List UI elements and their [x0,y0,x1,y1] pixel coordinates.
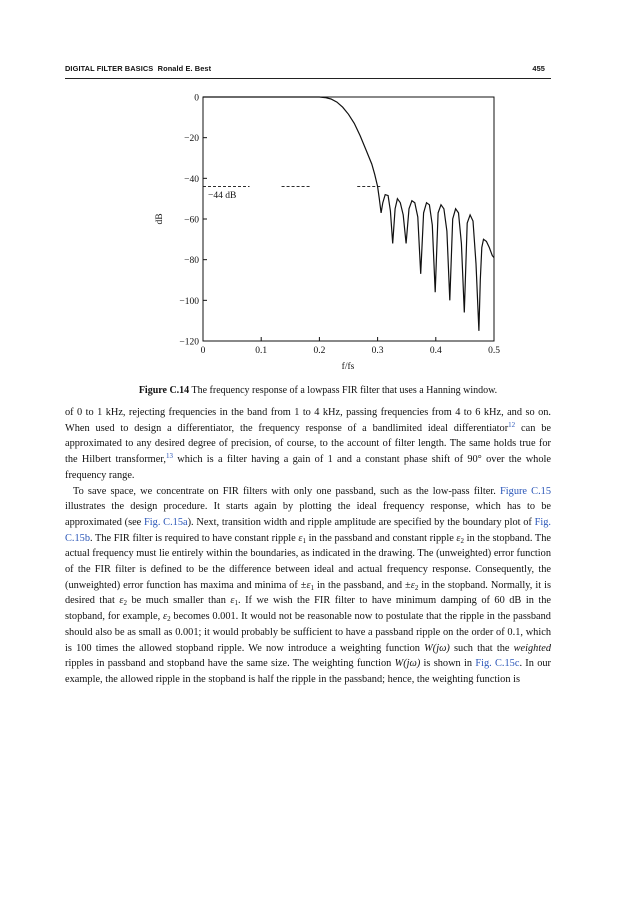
epsilon-symbol: ε [456,532,461,544]
x-tick-label: 0.5 [488,346,500,356]
text-run: in the passband and constant ripple [305,532,457,544]
reference-line-label: −44 dB [208,191,237,201]
epsilon-symbol: ε [163,611,168,623]
figure-link-c15b[interactable]: Fig. C.15b [65,516,552,544]
text-run: be much smaller than [126,595,231,607]
y-tick-label: −40 [184,174,199,185]
text-run: illustrates the design procedure. It starts again by plotting the ideal frequency response, which has to be approximated (see [65,501,551,528]
weighting-function-symbol: W(jω) [394,658,421,670]
x-tick-label: 0.3 [371,346,384,356]
text-run: in the stopband. The actual frequency must lie entirely within the boundaries, as indicated in the drawing. The (unweighted) error function of the FIR filter is defined to be the difference between ideal and actual frequency response. Consequently, the (unweighted) error function has maxima and minima of [65,532,551,591]
text-run: . In our example, the allowed ripple in the stopband is half the ripple in the passband; hence, the weighting function is [65,658,551,685]
figure-label: Figure C.14 [138,385,190,396]
subscript: 1 [234,599,238,608]
figure-caption [0,385,636,396]
footnote-ref-13[interactable]: 13 [165,452,173,461]
subscript: 1 [302,536,306,545]
footnote-ref-12[interactable]: 12 [508,420,516,429]
x-tick-label: 0.2 [313,346,326,356]
epsilon-symbol: ε [119,595,124,607]
frequency-response-chart [0,0,636,380]
y-axis-label: dB [155,213,165,225]
response-curve [203,97,494,331]
page-number: 455 [532,64,545,73]
body-text [65,405,551,688]
plus-minus-symbol: ± [405,579,411,591]
figure-caption-text: The frequency response of a lowpass FIR filter that uses a Hanning window. [189,385,498,396]
figure-link-c15a[interactable]: Fig. C.15a [144,516,188,528]
y-tick-label: −80 [184,256,199,267]
epsilon-symbol: ε [298,532,303,544]
text-run: ripples in passband and stopband have the same size. The weighting function [65,658,395,670]
subscript: 2 [414,583,419,592]
subscript: 2 [167,615,171,624]
subscript: 2 [460,536,464,545]
text-run: ). Next, transition width and ripple amplitude are specified by the boundary plot of [187,516,535,528]
epsilon-symbol: ε [410,579,415,591]
plus-minus-symbol: ± [300,579,307,591]
subscript: 2 [123,599,127,608]
x-axis [201,337,501,356]
text-run: in the stopband. Normally, it is desired that [65,579,551,607]
paragraph-1 [65,405,551,484]
x-tick-label: 0.1 [255,346,268,356]
y-tick-label: −100 [179,296,199,307]
text-run: in the passband, and [314,579,406,591]
text-run: To save space, we concentrate on FIR filters with only one passband, such as the low-pass filter. [73,485,501,497]
text-run: becomes 0.001. It would not be reasonable now to postulate that the ripple in the passband should also be as small as 0.001; it would probably be sufficient to have a passband ripple on the order of 0.1, which is 100 times the allowed stopband ripple. We now introduce a weighting function [65,611,551,654]
epsilon-symbol: ε [306,579,311,591]
emphasis: weighted [513,642,551,654]
x-tick-label: 0.4 [429,346,442,356]
x-axis-label: f/fs [341,362,355,372]
text-run: . The FIR filter is required to have constant ripple [90,532,299,544]
text-run: which is a filter having a gain of 1 and a constant phase shift of 90° over the whole frequency range. [65,454,551,481]
author-name: Ronald E. Best [157,64,212,73]
text-run: of 0 to 1 kHz, rejecting frequencies in the band from 1 to 4 kHz, passing frequencies from 4 to 6 kHz, and so on. When used to design a differentiator, the frequency response of a bandlimited ideal differentiator [65,407,551,434]
y-tick-label: 0 [194,93,199,104]
y-tick-label: −20 [184,134,199,145]
y-tick-label: −120 [179,337,199,348]
text-run: . If we wish the FIR filter to have minimum damping of 60 dB in the stopband, for example, [65,595,551,623]
figure-link-c15c[interactable]: Fig. C.15c [475,658,520,670]
weighting-function-symbol: W(jω) [424,642,450,654]
x-tick-label: 0 [200,346,206,356]
y-tick-label: −60 [184,215,199,226]
text-run: is shown in [420,658,476,670]
text-run: such that the [449,642,514,654]
figure-link-c15[interactable]: Figure C.15 [500,485,552,497]
epsilon-symbol: ε [230,595,235,607]
plot-frame [203,97,494,341]
paragraph-2 [65,484,551,688]
text-run: can be approximated to any desired degree of precision, of course, to the account of filter length. The same holds true for the Hilbert transformer, [65,422,551,466]
book-title: DIGITAL FILTER BASICS [65,64,154,73]
subscript: 1 [310,583,315,592]
